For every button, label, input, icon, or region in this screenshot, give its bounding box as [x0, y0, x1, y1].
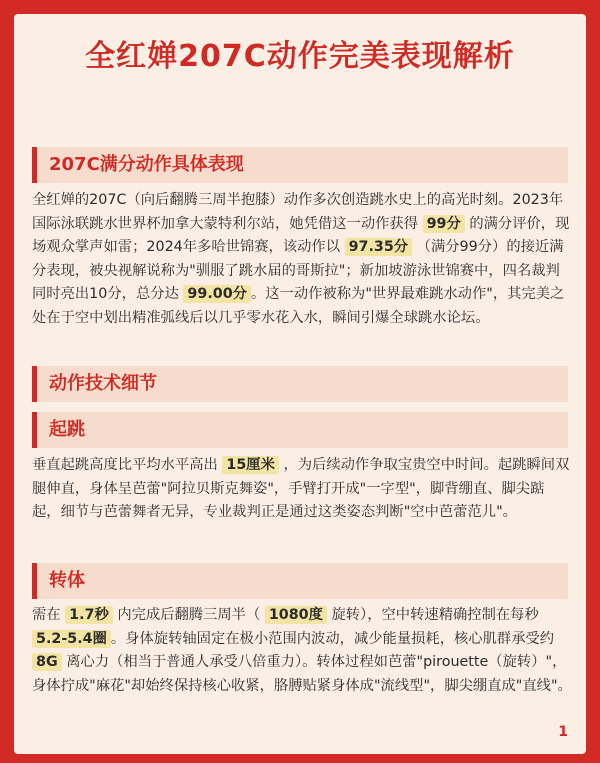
highlight-value: 1080度 — [265, 606, 327, 624]
text: 离心力（相当于普通人承受八倍重力）。转体过程如芭蕾"pirouette（旋转）"，身体拧成"麻花"却始终保持核心收紧，胳膊贴紧身体成"流线型"，脚尖绷直成"直线"。 — [32, 654, 572, 694]
text: ，为后续动作争取宝贵空中时间。起跳瞬间双腿伸直，身体呈芭蕾"阿拉贝斯克舞姿"，手臂打开成"一字型"，脚背绷直、脚尖踮起，细节与芭蕾舞者无异，专业裁判正是通过这类姿态判断"空中芭蕾范儿"。 — [32, 457, 570, 521]
section-heading-technique: 动作技术细节 — [32, 366, 568, 402]
article-card — [14, 14, 586, 754]
highlight-value: 15厘米 — [222, 456, 279, 474]
paragraph-rotation — [32, 604, 572, 698]
highlight-value: 99.00分 — [183, 285, 251, 303]
paragraph-takeoff — [32, 454, 572, 525]
text: 内完成后翻腾三周半（ — [117, 607, 261, 623]
paragraph-perfect-score — [32, 189, 572, 331]
highlight-value: 99分 — [423, 215, 465, 233]
text: 旋转），空中转速精确控制在每秒 — [331, 607, 539, 623]
highlight-value: 97.35分 — [345, 238, 413, 256]
page-title: 全红婵207C动作完美表现解析 — [85, 39, 515, 74]
highlight-value: 5.2-5.4圈 — [32, 630, 111, 648]
highlight-value: 8G — [32, 653, 62, 671]
text: 的满分评价，现场观众掌声如雷；2024年多哈世锦赛，该动作以 — [32, 215, 570, 256]
text: 需在 — [32, 607, 61, 623]
highlight-value: 1.7秒 — [65, 606, 113, 624]
section-heading-takeoff: 起跳 — [32, 412, 568, 448]
section-heading-perfect-score: 207C满分动作具体表现 — [32, 147, 568, 183]
text: 。这一动作被称为"世界最难跳水动作"，其完美之处在于空中划出精准弧线后以几乎零水花入水，瞬间引爆全球跳水论坛。 — [32, 286, 565, 326]
text: 垂直起跳高度比平均水平高出 — [32, 457, 218, 473]
text: 。身体旋转轴固定在极小范围内波动，减少能量损耗，核心肌群承受约 — [110, 630, 555, 647]
text: （满分99分）的接近满分表现，被央视解说称为"驯服了跳水届的哥斯拉"；新加坡游泳世锦赛中，四名裁判同时亮出10分，总分达 — [32, 239, 564, 303]
page-number: 1 — [558, 724, 568, 740]
text: 全红婵的207C（向后翻腾三周半抱膝）动作多次创造跳水史上的高光时刻。2023年国际泳联跳水世界杯加拿大蒙特利尔站，她凭借这一动作获得 — [32, 192, 564, 232]
section-heading-rotation: 转体 — [32, 563, 568, 599]
